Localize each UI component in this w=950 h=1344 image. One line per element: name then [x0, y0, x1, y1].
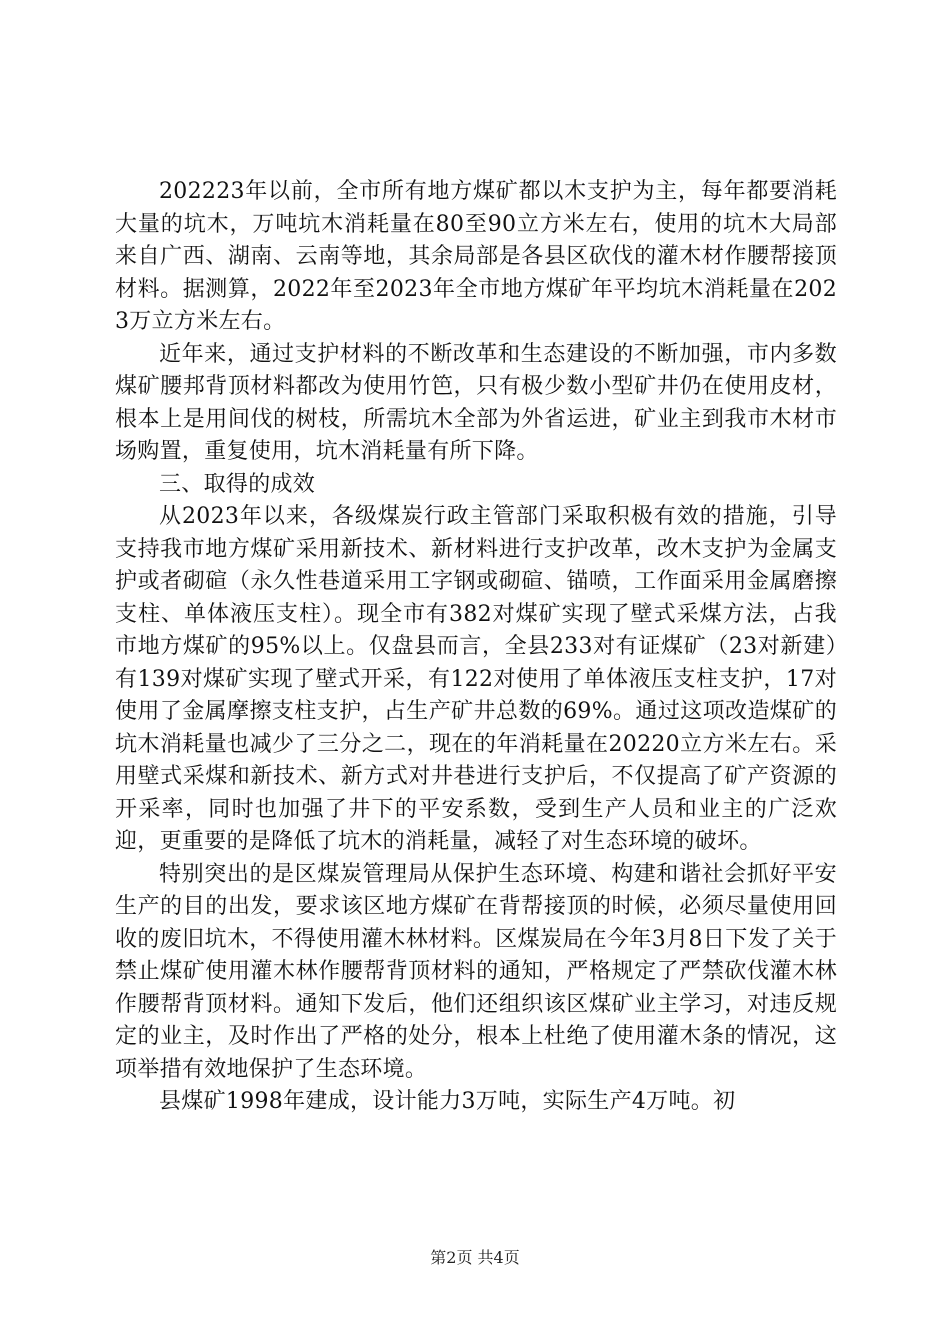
- paragraph-county-mine: 县煤矿1998年建成，设计能力3万吨，实际生产4万吨。初: [159, 1089, 736, 1114]
- paragraph-district-bureau: 特别突出的是区煤炭管理局从保护生态环境、构建和谐社会抓好平安生产的目的出发，要求该区地方煤矿在背帮接顶的时候，必须尽量使用回收的废旧坑木，不得使用灌木林材料。区煤炭局在今年3月8日下发了关于禁止煤矿使用灌木林作腰帮背顶材料的通知，严格规定了严禁砍伐灌木林作腰帮背顶材料。通知下发后，他们还组织该区煤矿业主学习，对违反规定的业主，及时作出了严格的处分，根本上杜绝了使用灌木条的情况，这项举措有效地保护了生态环境。: [115, 861, 837, 1082]
- paragraph-recent-years: 近年来，通过支护材料的不断改革和生态建设的不断加强，市内多数煤矿腰邦背顶材料都改为使用竹笆，只有极少数小型矿井仍在使用皮材，根本上是用间伐的树枝，所需坑木全部为外省运进，矿业主到我市木材市场购置，重复使用，坑木消耗量有所下降。: [115, 341, 837, 464]
- paragraph-support-reform: 从2023年以来，各级煤炭行政主管部门采取积极有效的措施，引导支持我市地方煤矿采用新技术、新材料进行支护改革，改木支护为金属支护或者砌碹（永久性巷道采用工字钢或砌碹、锚喷，工作面采用金属磨擦支柱、单体液压支柱）。现全市有382对煤矿实现了壁式采煤方法，占我市地方煤矿的95%以上。仅盘县而言，全县233对有证煤矿（23对新建）有139对煤矿实现了壁式开采，有122对使用了单体液压支柱支护，17对使用了金属摩擦支柱支护，占生产矿井总数的69%。通过这项改造煤矿的坑木消耗量也减少了三分之二，现在的年消耗量在20220立方米左右。采用壁式采煤和新技术、新方式对井巷进行支护后，不仅提高了矿产资源的开采率，同时也加强了井下的平安系数，受到生产人员和业主的广泛欢迎，更重要的是降低了坑木的消耗量，减轻了对生态环境的破坏。: [115, 504, 837, 854]
- page-footer: 第2页 共4页: [430, 1248, 520, 1267]
- section-heading-results: 三、取得的成效: [159, 471, 316, 497]
- document-body: [115, 176, 837, 1119]
- paragraph-timber-consumption-history: 202223年以前，全市所有地方煤矿都以木支护为主，每年都要消耗大量的坑木，万吨坑木消耗量在80至90立方米左右，使用的坑木大局部来自广西、湖南、云南等地，其余局部是各县区砍伐的灌木材作腰帮接顶材料。据测算，2022年至2023年全市地方煤矿年平均坑木消耗量在2023万立方米左右。: [115, 179, 837, 334]
